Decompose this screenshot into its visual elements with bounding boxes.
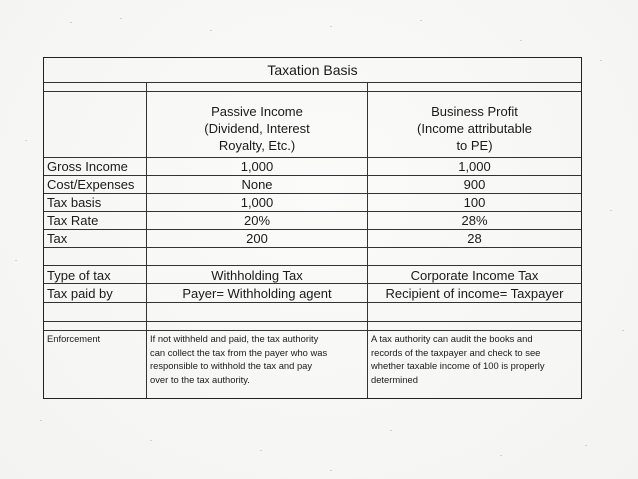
passive-type-of-tax: Withholding Tax xyxy=(211,268,303,283)
enforcement-line: responsible to withhold the tax and pay xyxy=(150,360,313,371)
passive-income-header xyxy=(147,103,367,154)
business-type-of-tax: Corporate Income Tax xyxy=(410,268,539,283)
grid-line xyxy=(44,302,581,303)
row-label-type-of-tax: Type of tax xyxy=(47,268,111,283)
grid-line xyxy=(44,91,581,92)
grid-line xyxy=(44,175,581,176)
grid-line xyxy=(44,283,581,284)
passive-tax-rate: 20% xyxy=(243,213,271,228)
grid-line xyxy=(44,193,581,194)
row-label-tax-rate: Tax Rate xyxy=(47,213,99,228)
enforcement-line: determined xyxy=(371,373,418,385)
passive-cost-expenses: None xyxy=(241,177,273,192)
header-line: (Dividend, Interest xyxy=(204,121,310,136)
business-tax-basis: 100 xyxy=(463,195,486,210)
table-title: Taxation Basis xyxy=(44,58,581,83)
grid-line xyxy=(44,229,581,230)
header-line: Passive Income xyxy=(211,104,303,119)
taxation-table xyxy=(43,57,582,399)
passive-enforcement-text xyxy=(150,332,327,386)
passive-tax-paid-by: Payer= Withholding agent xyxy=(182,286,332,301)
row-label-enforcement: Enforcement xyxy=(47,333,101,344)
business-tax-rate: 28% xyxy=(461,213,488,228)
row-label-tax: Tax xyxy=(47,231,68,246)
grid-line xyxy=(44,265,581,266)
enforcement-line: over to the tax authority. xyxy=(150,373,250,385)
row-label-tax-basis: Tax basis xyxy=(47,195,102,210)
header-line: to PE) xyxy=(456,138,493,153)
row-label-tax-paid-by: Tax paid by xyxy=(47,286,113,301)
row-label-cost-expenses: Cost/Expenses xyxy=(47,177,135,192)
header-line: Business Profit xyxy=(431,104,518,119)
enforcement-line: A tax authority can audit the books and xyxy=(371,333,533,344)
header-line: (Income attributable xyxy=(417,121,532,136)
business-tax-paid-by: Recipient of income= Taxpayer xyxy=(385,286,564,301)
grid-line xyxy=(44,247,581,248)
business-tax: 28 xyxy=(467,231,482,246)
business-enforcement-text xyxy=(371,332,545,386)
enforcement-line: whether taxable income of 100 is properly xyxy=(371,360,545,371)
passive-tax: 200 xyxy=(246,231,268,246)
enforcement-line: If not withheld and paid, the tax authority xyxy=(150,333,319,344)
row-label-gross-income: Gross Income xyxy=(47,159,128,174)
enforcement-line: records of the taxpayer and check to see xyxy=(371,346,541,358)
passive-gross-income: 1,000 xyxy=(240,159,274,174)
grid-line xyxy=(44,330,581,331)
grid-line xyxy=(44,211,581,212)
header-line: Royalty, Etc.) xyxy=(218,138,296,153)
passive-tax-basis: 1,000 xyxy=(240,195,274,210)
business-profit-header xyxy=(368,103,581,154)
grid-line xyxy=(44,157,581,158)
business-gross-income: 1,000 xyxy=(458,159,491,174)
enforcement-line: can collect the tax from the payer who was xyxy=(150,346,328,358)
grid-line xyxy=(44,321,581,322)
business-cost-expenses: 900 xyxy=(463,177,486,192)
